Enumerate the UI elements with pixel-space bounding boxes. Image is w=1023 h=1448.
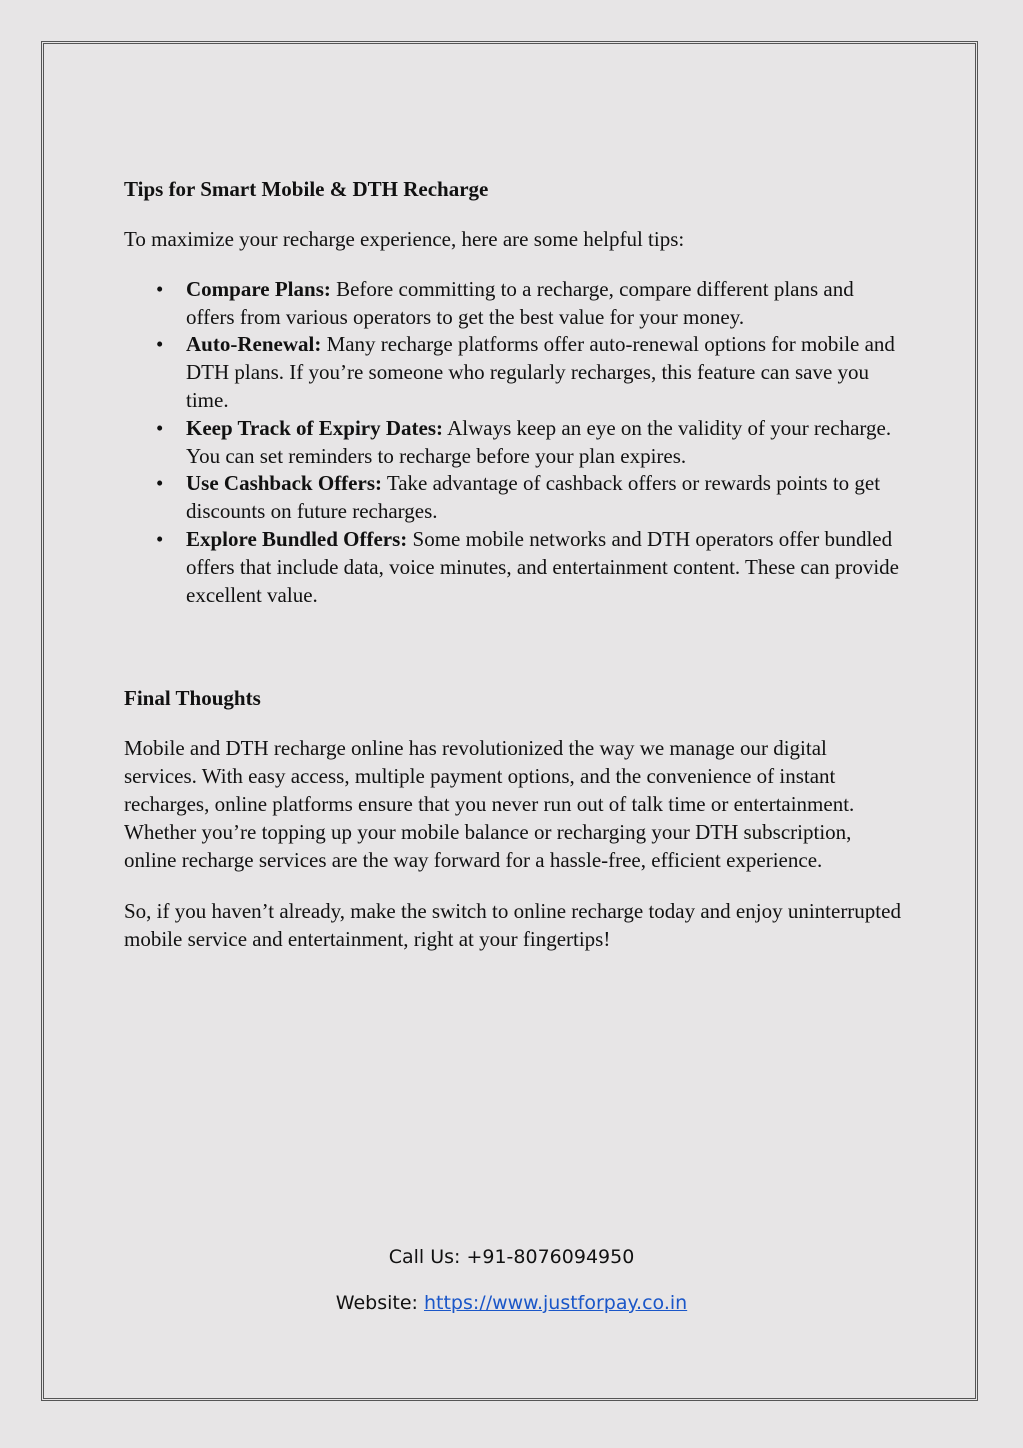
- final-paragraph-1: Mobile and DTH recharge online has revolutionized the way we manage our digital services. With easy access, multiple payment options, and the convenience of instant recharges, online platforms ensure that you never run out of talk time or entertainment. Whether you’re topping up your mobile balance or recharging your DTH subscription, online recharge services are the way forward for a hassle-free, efficient experience.: [124, 736, 855, 872]
- tip-text: Some mobile networks and DTH operators offer bundled offers that include data, voice minutes, and entertainment content. These can provide excellent value.: [186, 526, 899, 607]
- document-body: [124, 174, 904, 954]
- bullet-icon: •: [156, 276, 164, 301]
- website-label: Website:: [335, 1292, 424, 1314]
- tip-text: Before committing to a recharge, compare different plans and offers from various operators to get the best value for your money.: [186, 276, 854, 329]
- website-line: [0, 1292, 1023, 1314]
- list-item: [156, 276, 904, 332]
- tip-text: Take advantage of cashback offers or rewards points to get discounts on future recharges.: [186, 471, 881, 524]
- bullet-icon: •: [156, 471, 164, 496]
- list-item: [156, 526, 904, 609]
- final-paragraph-2: So, if you haven’t already, make the switch to online recharge today and enjoy uninterrupted mobile service and entertainment, right at your fingertips!: [124, 899, 901, 952]
- tips-intro: To maximize your recharge experience, here are some helpful tips:: [124, 227, 685, 251]
- tip-title: Explore Bundled Offers:: [186, 526, 408, 551]
- tip-title: Auto-Renewal:: [186, 332, 322, 357]
- call-us-line: Call Us: +91-8076094950: [388, 1246, 635, 1268]
- bullet-icon: •: [156, 526, 164, 551]
- tip-title: Compare Plans:: [186, 276, 331, 301]
- list-item: [156, 470, 904, 526]
- tips-heading: Tips for Smart Mobile & DTH Recharge: [124, 177, 489, 201]
- bullet-icon: •: [156, 415, 164, 440]
- tips-list: [124, 276, 904, 610]
- website-link[interactable]: https://www.justforpay.co.in: [423, 1292, 688, 1314]
- tip-title: Use Cashback Offers:: [186, 471, 382, 496]
- tip-title: Keep Track of Expiry Dates:: [186, 415, 444, 440]
- bullet-icon: •: [156, 332, 164, 357]
- list-item: [156, 415, 904, 471]
- tip-text: Always keep an eye on the validity of your recharge. You can set reminders to recharge before your plan expires.: [186, 415, 892, 468]
- final-thoughts-heading: Final Thoughts: [124, 686, 261, 711]
- tip-text: Many recharge platforms offer auto-renewal options for mobile and DTH plans. If you’re someone who regularly recharges, this feature can save you time.: [186, 332, 895, 412]
- list-item: [156, 331, 904, 414]
